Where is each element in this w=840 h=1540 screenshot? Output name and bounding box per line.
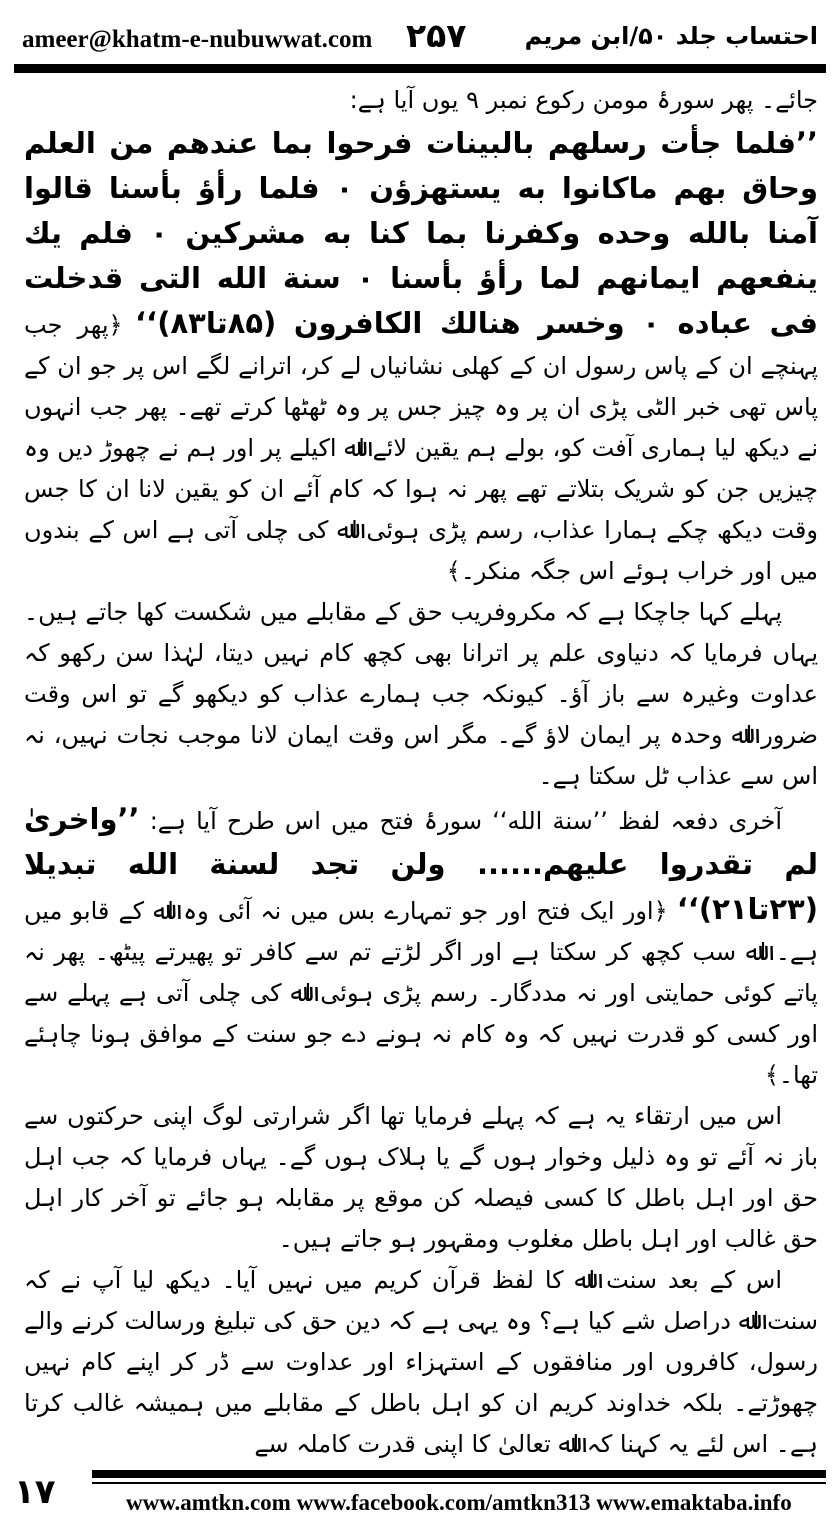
arabic-quote-1: ’’فلما جأت رسلهم بالبينات فرحوا بما عندهم من العلم وحاق بهم ماكانوا به يستهزؤن ۰ فلما رأؤ بأسنا قالوا آمنا بالله وحده وكفرنا بما كنا به مشركين ۰ فلم يك ينفعهم ايمانهم لما رأؤ بأسنا ۰ سنة الله التى قدخلت فى عباده ۰ وخسر هنالك الكافرون (۸۵تا۸۳)‘‘ <box>24 126 818 340</box>
lead-text-2: آخری دفعہ لفظ ’’سنة الله‘‘ سورۂ فتح میں اس طرح آیا ہے: <box>149 807 782 835</box>
paragraph-commentary-2: اس میں ارتقاء یہ ہے کہ پہلے فرمایا تھا اگر شرارتی لوگ اپنی حرکتوں سے باز نہ آئے تو وہ ذلیل وخوار ہوں گے یا ہلاک ہوں گے۔ یہاں فرمایا کہ جب اہل حق اور اہل باطل کا کسی فیصلہ کن موقع پر مقابلہ ہو جائے تو آخر کار اہل حق غالب اور اہل باطل مغلوب ومقہور ہو جاتے ہیں۔ <box>24 1102 818 1253</box>
footer-page-number: ۱۷ <box>14 1472 56 1512</box>
paragraph-lead-2 <box>24 797 818 1096</box>
paragraph-commentary-1: پہلے کہا جاچکا ہے کہ مکروفریب حق کے مقابلے میں شکست کھا جاتے ہیں۔ یہاں فرمایا کہ دنیاوی علم پر اترانا بھی کچھ کام نہیں دیتا، لہٰذا سن رکھو کہ عداوت وغیرہ سے باز آؤ۔ کیونکہ جب ہمارے عذاب کو دیکھو گے تو اس وقت ضرور اﷲ وحدہ پر ایمان لاؤ گے۔ مگر اس وقت ایمان لانا موجب نجات نہیں، نہ اس سے عذاب ٹل سکتا ہے۔ <box>24 598 818 790</box>
footer-rule-thin <box>92 1482 826 1484</box>
footer-rule <box>92 1470 826 1478</box>
footer-links[interactable]: www.amtkn.com www.facebook.com/amtkn313 www.emaktaba.info <box>126 1490 792 1515</box>
paragraph-quote-1 <box>24 121 818 592</box>
page-footer <box>14 1460 826 1530</box>
page-body <box>24 80 818 1458</box>
urdu-translation-2: ﴿اور ایک فتح اور جو تمہارے بس میں نہ آئی وہ اﷲ کے قابو میں ہے۔ اﷲ سب کچھ کر سکتا ہے اور اگر لڑتے تم سے کافر تو پھیرتے پیٹھ۔ پھر نہ پاتے کوئی حمایتی اور نہ مددگار۔ رسم پڑی ہوئی اﷲ کی چلی آتی ہے پہلے سے اور کسی کو قدرت نہیں کہ وہ کام نہ ہونے دے جو سنت کے موافق ہونا چاہئے تھا۔﴾ <box>24 897 818 1089</box>
header-title: احتساب جلد ۵۰/ابن مریم <box>524 22 818 50</box>
urdu-translation-1: ﴿پھر جب پہنچے ان کے پاس رسول ان کے کھلی نشانیاں لے کر، اترانے لگے اس پر جو ان کے پاس تھی خبر الٹی پڑی ان پر وہ چیز جس پر وہ ٹھٹھا کرتے تھے۔ پھر جب انہوں نے دیکھ لیا ہماری آفت کو، بولے ہم یقین لائے اﷲ اکیلے پر اور ہم نے چھوڑ دیں وہ چیزیں جن کو شریک بتلاتے تھے پھر نہ ہوا کہ کام آئے ان کو یقین لانا ان کا جس وقت دیکھ چکے ہمارا عذاب، رسم پڑی ہوئی اﷲ کی چلی آتی ہے اس کے بندوں میں اور خراب ہوئے اس جگہ منکر۔﴾ <box>24 311 818 585</box>
arabic-quote-2: ’’واخرىٰ لم تقدروا عليهم...... ولن تجد لسنة الله تبديلا (۲۳تا۲۱)‘‘ <box>24 802 818 926</box>
paragraph-commentary-3: اس کے بعد سنت اﷲ کا لفظ قرآن کریم میں نہیں آیا۔ دیکھ لیا آپ نے کہ سنت اﷲ دراصل شے کیا ہے؟ وہ یہی ہے کہ دین حق کی تبلیغ ورسالت کرنے والے رسول، کافروں اور منافقوں کے استہزاء اور عداوت سے ڈر کر اپنے کام نہیں چھوڑتے۔ بلکہ خداوند کریم ان کو اہل باطل کے مقابلے میں ہمیشہ غالب کرتا ہے۔ اس لئے یہ کہنا کہ اﷲ تعالیٰ کا اپنی قدرت کاملہ سے <box>24 1266 818 1458</box>
header-email: ameer@khatm-e-nubuwwat.com <box>22 26 373 53</box>
paragraph-intro: جائے۔ پھر سورۂ مومن رکوع نمبر ۹ یوں آیا ہے: <box>349 86 818 114</box>
page-header <box>14 12 826 62</box>
header-page-number: ۲۵۷ <box>406 16 467 55</box>
header-rule <box>14 64 826 73</box>
